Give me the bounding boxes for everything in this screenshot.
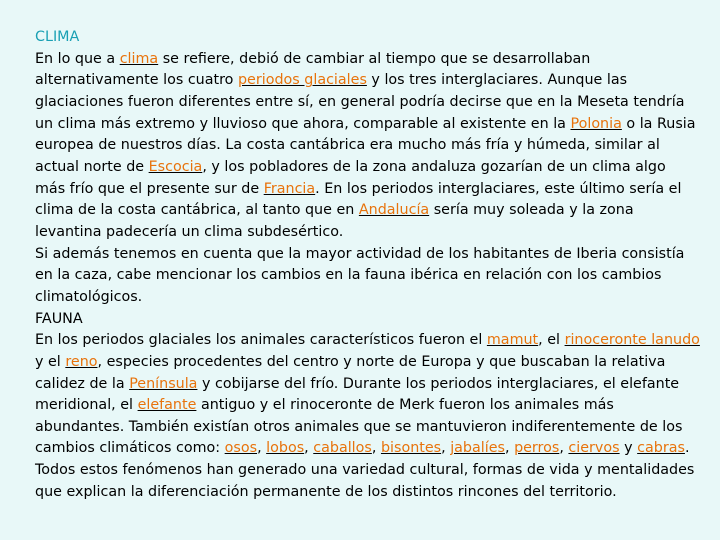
text-run: , xyxy=(304,440,314,457)
text-run: Todos estos fenómenos han generado una variedad cultural, formas de vida y mentalidades que explican la diferenciación permanente de los distintos rincones del territorio. xyxy=(35,462,695,500)
text-run: , xyxy=(504,440,515,457)
text-run: o la Rusia europea de nuestros días. La costa cantábrica era mucho más fría y húmeda, similar al actual norte de xyxy=(35,115,696,175)
text-run: En lo que a xyxy=(35,50,120,67)
text-run: , especies procedentes del centro y norte de Europa y que buscaban la relativa calidez de la xyxy=(35,353,666,392)
text-run: , xyxy=(441,440,451,457)
text-run: , y los pobladores de la zona andaluza gozarían de un clima algo más frío que el presente sur de xyxy=(35,158,666,197)
caza-paragraph xyxy=(35,244,700,309)
text-run: . En los periodos interglaciares, este último sería el clima de la costa cantábrica, al tanto que en xyxy=(35,180,682,219)
link-escocia[interactable]: Escocia xyxy=(148,158,203,175)
text-run: y los tres interglaciares. Aunque las glaciaciones fueron diferentes entre sí, en general podría decirse que en la Meseta tendría un clima más extremo y lluvioso que ahora, comparable al existente en la xyxy=(35,72,685,132)
link-andalucía[interactable]: Andalucía xyxy=(358,202,430,219)
link-rinoceronte-lanudo[interactable]: rinoceronte lanudo xyxy=(564,332,700,349)
link-jabalíes[interactable]: jabalíes xyxy=(450,440,505,457)
text-run: , xyxy=(257,440,267,457)
text-run: En los periodos glaciales los animales característicos fueron el xyxy=(35,332,487,349)
document-body xyxy=(35,27,700,503)
link-perros[interactable]: perros xyxy=(514,440,560,457)
link-francia[interactable]: Francia xyxy=(263,180,316,197)
link-mamut[interactable]: mamut xyxy=(486,332,539,349)
link-elefante[interactable]: elefante xyxy=(137,397,197,414)
text-run: se refiere, debió de cambiar al tiempo que se desarrollaban alternativamente los cuatro xyxy=(35,50,591,89)
text-run: Si además tenemos en cuenta que la mayor actividad de los habitantes de Iberia consistía en la caza, cabe mencionar los cambios en la fauna ibérica en relación con los cambios climatológicos. xyxy=(35,245,685,305)
link-ciervos[interactable]: ciervos xyxy=(568,440,620,457)
text-run: y xyxy=(619,440,638,457)
text-run: . xyxy=(684,440,690,457)
link-periodos-glaciales[interactable]: periodos glaciales xyxy=(237,72,367,89)
text-run: , xyxy=(559,440,569,457)
text-run: y el xyxy=(35,353,66,370)
fauna-paragraph xyxy=(35,330,700,460)
link-lobos[interactable]: lobos xyxy=(266,440,305,457)
clima-paragraph xyxy=(35,49,700,244)
text-run: , xyxy=(371,440,381,457)
clima-heading: CLIMA xyxy=(35,29,80,45)
link-cabras[interactable]: cabras xyxy=(637,440,685,457)
text-run: antiguo y el rinoceronte de Merk fueron los animales más abundantes. También existían otros animales que se mantuvieron indiferentemente de los cambios climáticos como: xyxy=(35,397,683,457)
link-península[interactable]: Península xyxy=(129,375,198,392)
conclusion-paragraph xyxy=(35,460,700,503)
link-polonia[interactable]: Polonia xyxy=(570,115,622,132)
link-caballos[interactable]: caballos xyxy=(313,440,372,457)
text-run: y cobijarse del frío. Durante los periodos interglaciares, el elefante meridional, el xyxy=(35,375,680,414)
link-bisontes[interactable]: bisontes xyxy=(380,440,442,457)
text-run: , el xyxy=(538,332,565,349)
link-clima[interactable]: clima xyxy=(119,50,159,67)
fauna-heading: FAUNA xyxy=(35,310,83,327)
link-osos[interactable]: osos xyxy=(224,440,258,457)
text-run: sería muy soleada y la zona levantina padecería un clima subdesértico. xyxy=(35,202,634,240)
link-reno[interactable]: reno xyxy=(65,353,98,370)
